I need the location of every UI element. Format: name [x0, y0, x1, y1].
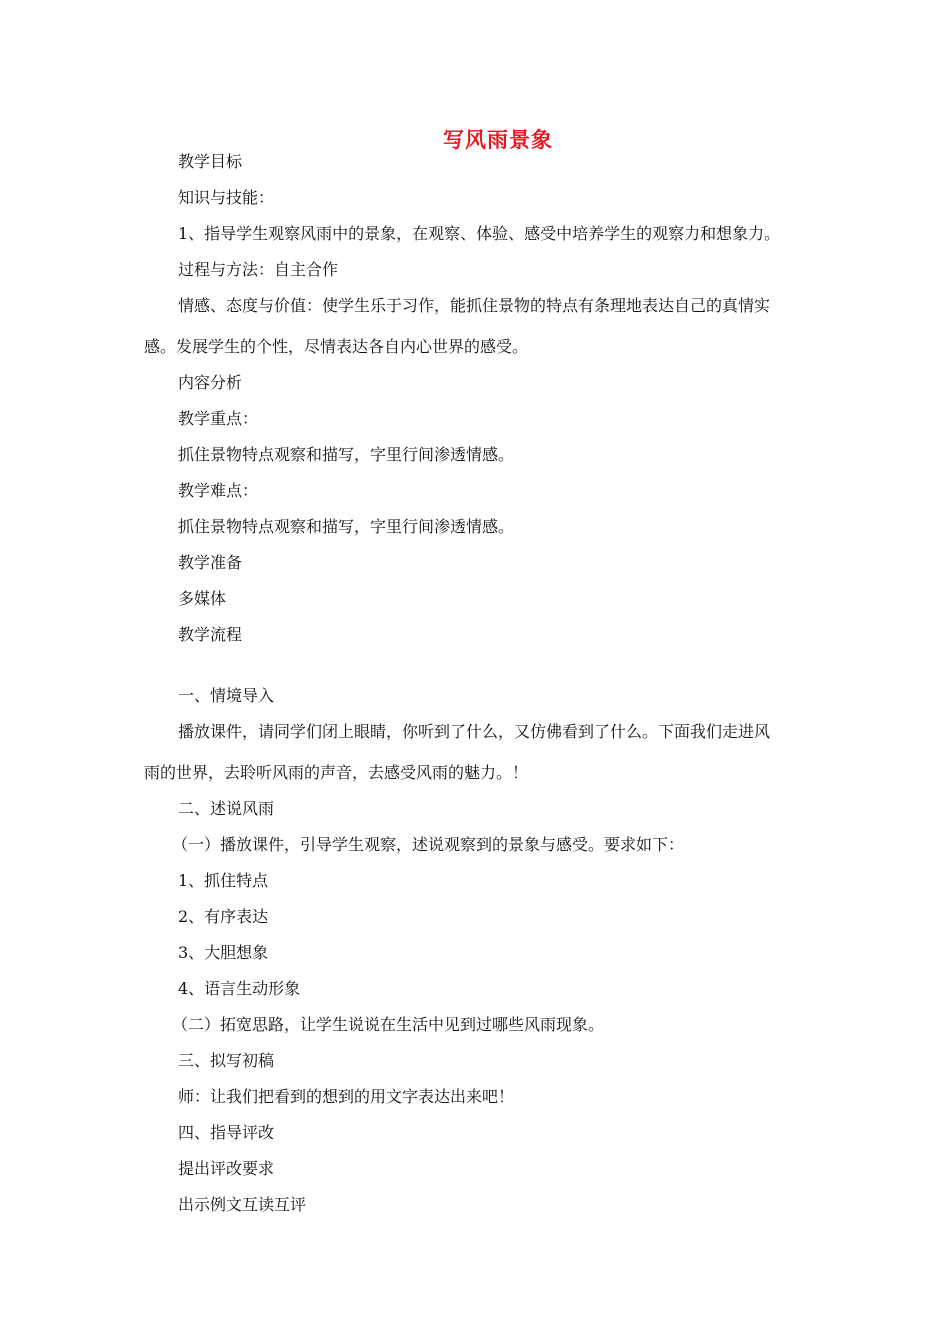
section-2-heading: 二、述说风雨 [178, 799, 275, 818]
heading-difficulties: 教学难点： [178, 481, 259, 500]
heading-content-analysis: 内容分析 [178, 373, 243, 392]
section-3-text: 师：让我们把看到的想到的用文字表达出来吧！ [178, 1087, 515, 1106]
heading-knowledge-skills: 知识与技能： [178, 188, 275, 207]
section-4-item-1: 提出评改要求 [178, 1159, 275, 1178]
requirement-item-4: 4、语言生动形象 [178, 979, 301, 998]
section-2-sub-2: （二）拓宽思路，让学生说说在生活中见到过哪些风雨现象。 [172, 1015, 605, 1034]
requirement-item-1: 1、抓住特点 [178, 871, 269, 890]
key-points-text: 抓住景物特点观察和描写，字里行间渗透情感。 [178, 445, 515, 464]
section-1-text-cont: 雨的世界，去聆听风雨的声音，去感受风雨的魅力。！ [144, 763, 529, 782]
emotion-attitude-line: 情感、态度与价值：使学生乐于习作，能抓住景物的特点有条理地表达自己的真情实 [178, 296, 771, 315]
requirement-item-2: 2、有序表达 [178, 907, 269, 926]
section-2-sub-1: （一）播放课件，引导学生观察，述说观察到的景象与感受。要求如下： [172, 835, 685, 854]
section-4-heading: 四、指导评改 [178, 1123, 275, 1142]
document-title: 写风雨景象 [443, 127, 553, 152]
emotion-attitude-line-cont: 感。发展学生的个性，尽情表达各自内心世界的感受。 [144, 337, 529, 356]
goal-item-1: 1、指导学生观察风雨中的景象，在观察、体验、感受中培养学生的观察力和想象力。 [178, 224, 781, 243]
section-1-heading: 一、情境导入 [178, 686, 275, 705]
section-3-heading: 三、拟写初稿 [178, 1051, 275, 1070]
difficulties-text: 抓住景物特点观察和描写，字里行间渗透情感。 [178, 517, 515, 536]
heading-teaching-goals: 教学目标 [178, 152, 243, 171]
preparation-text: 多媒体 [178, 589, 227, 608]
section-1-text: 播放课件，请同学们闭上眼睛，你听到了什么，又仿佛看到了什么。下面我们走进风 [178, 722, 771, 741]
section-4-item-2: 出示例文互读互评 [178, 1195, 307, 1214]
requirement-item-3: 3、大胆想象 [178, 943, 269, 962]
heading-preparation: 教学准备 [178, 553, 243, 572]
heading-teaching-flow: 教学流程 [178, 625, 243, 644]
heading-key-points: 教学重点： [178, 409, 259, 428]
process-method-line: 过程与方法：自主合作 [178, 260, 339, 279]
